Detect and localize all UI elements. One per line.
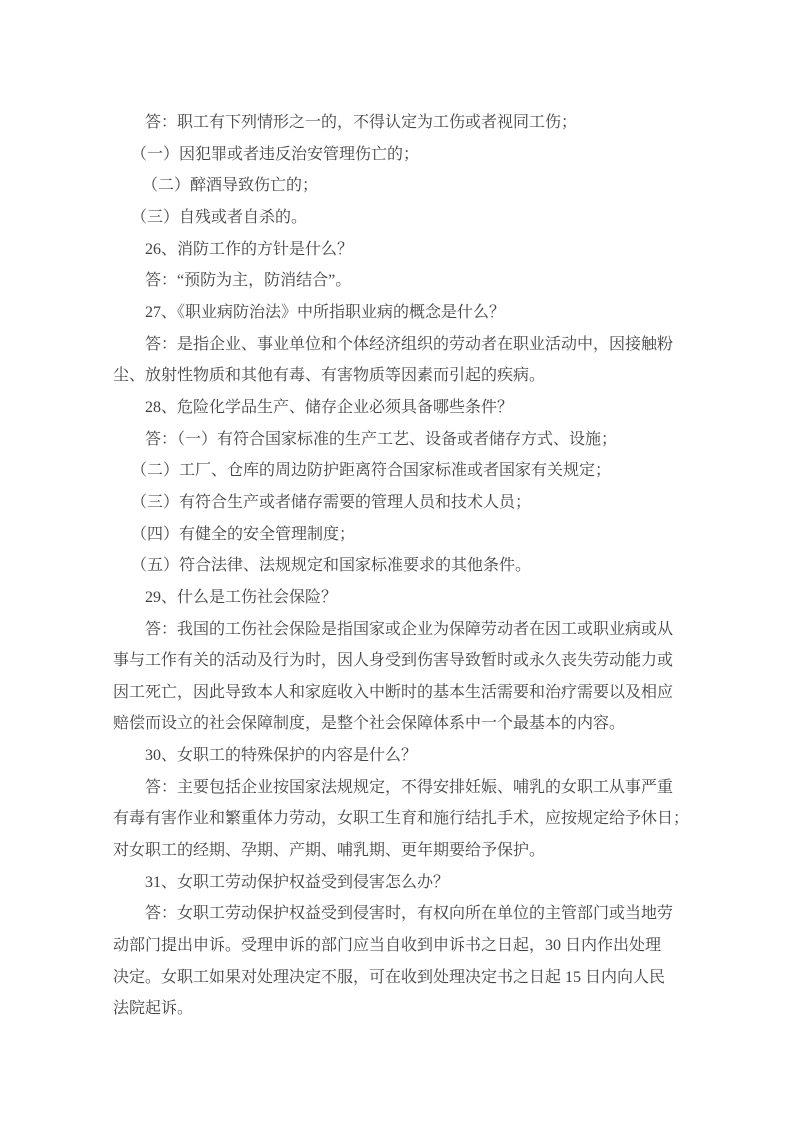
paragraph bbox=[113, 898, 680, 1025]
paragraph bbox=[113, 740, 680, 772]
text-line: 27、《职业病防治法》中所指职业病的概念是什么？ bbox=[145, 303, 506, 321]
text-line: 答：主要包括企业按国家法规规定，不得安排妊娠、哺乳的女职工从事严重 bbox=[145, 778, 674, 796]
text-line: 事与工作有关的活动及行为时，因人身受到伤害导致暂时或永久丧失劳动能力或 bbox=[113, 652, 674, 670]
paragraph bbox=[113, 139, 680, 171]
paragraph bbox=[113, 297, 680, 329]
paragraph bbox=[113, 487, 680, 519]
paragraph bbox=[113, 519, 680, 551]
paragraph bbox=[113, 392, 680, 424]
text-line: 答：我国的工伤社会保险是指国家或企业为保障劳动者在因工或职业病或从 bbox=[145, 620, 674, 638]
paragraph bbox=[113, 170, 680, 202]
text-line: 对女职工的经期、孕期、产期、哺乳期、更年期要给予保护。 bbox=[113, 842, 546, 860]
paragraph bbox=[113, 455, 680, 487]
text-line: 答：女职工劳动保护权益受到侵害时，有权向所在单位的主管部门或当地劳 bbox=[145, 905, 674, 923]
text-line: 答：“预防为主，防消结合”。 bbox=[145, 272, 352, 290]
text-line: （四）有健全的安全管理制度； bbox=[131, 525, 356, 543]
text-line: 动部门提出申诉。受理申诉的部门应当自收到申诉书之日起，30 日内作出处理 bbox=[113, 937, 662, 955]
paragraph bbox=[113, 202, 680, 234]
paragraph bbox=[113, 772, 690, 867]
text-line: 因工死亡，因此导致本人和家庭收入中断时的基本生活需要和治疗需要以及相应 bbox=[113, 683, 674, 701]
text-line: 28、危险化学品生产、储存企业必须具备哪些条件？ bbox=[145, 398, 514, 416]
text-line: （三）有符合生产或者储存需要的管理人员和技术人员； bbox=[131, 493, 532, 511]
paragraph bbox=[113, 265, 680, 297]
text-line: 赔偿而设立的社会保障制度，是整个社会保障体系中一个最基本的内容。 bbox=[113, 715, 626, 733]
text-line: （一）因犯罪或者违反治安管理伤亡的； bbox=[131, 145, 420, 163]
paragraph bbox=[113, 329, 680, 392]
text-line: 答：是指企业、事业单位和个体经济组织的劳动者在职业活动中，因接触粉 bbox=[145, 335, 674, 353]
text-line: 31、女职工劳动保护权益受到侵害怎么办？ bbox=[145, 873, 450, 891]
text-line: 29、什么是工伤社会保险？ bbox=[145, 588, 338, 606]
paragraph bbox=[113, 424, 680, 456]
text-line: （二）醉酒导致伤亡的； bbox=[142, 177, 319, 195]
text-line: 26、消防工作的方针是什么？ bbox=[145, 240, 354, 258]
paragraph bbox=[113, 550, 680, 582]
paragraph bbox=[113, 107, 680, 139]
text-line: 30、女职工的特殊保护的内容是什么？ bbox=[145, 747, 418, 765]
text-line: 法院起诉。 bbox=[113, 1000, 194, 1018]
text-line: 有毒有害作业和繁重体力劳动，女职工生育和施行结扎手术，应按规定给予休日； bbox=[113, 810, 690, 828]
text-line: 尘、放射性物质和其他有毒、有害物质等因素而引起的疾病。 bbox=[113, 367, 546, 385]
text-line: 决定。女职工如果对处理决定不服，可在收到处理决定书之日起 15 日内向人民 bbox=[113, 968, 666, 986]
paragraph bbox=[113, 614, 680, 741]
paragraph bbox=[113, 582, 680, 614]
text-line: 答：职工有下列情形之一的，不得认定为工伤或者视同工伤； bbox=[145, 114, 578, 131]
text-line: （二）工厂、仓库的周边防护距离符合国家标准或者国家有关规定； bbox=[131, 462, 612, 480]
paragraph bbox=[113, 867, 680, 899]
paragraph bbox=[113, 234, 680, 266]
text-line: （三）自残或者自杀的。 bbox=[131, 208, 308, 226]
text-line: （五）符合法律、法规规定和国家标准要求的其他条件。 bbox=[131, 557, 532, 575]
text-line: 答：（一）有符合国家标准的生产工艺、设备或者储存方式、设施； bbox=[145, 430, 618, 448]
